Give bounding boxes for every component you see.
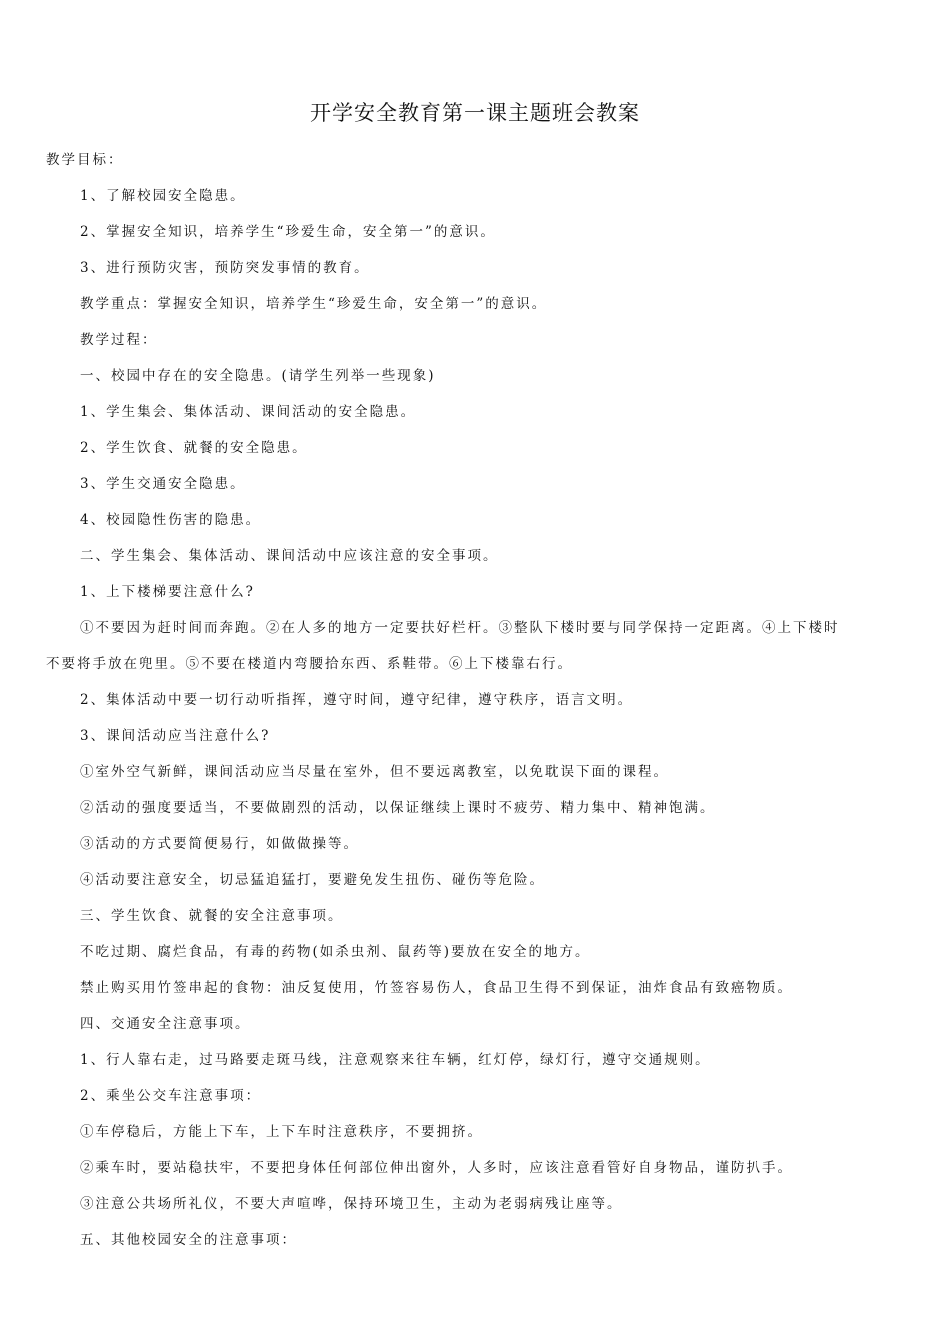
list-item: 1、学生集会、集体活动、课间活动的安全隐患。 [80,404,417,420]
list-item: ②乘车时，要站稳扶牢，不要把身体任何部位伸出窗外，人多时，应该注意看管好自身物品，谨防扒手。 [80,1160,793,1176]
list-item: ④活动要注意安全，切忌猛追猛打，要避免发生扭伤、碰伤等危险。 [80,872,545,888]
key-point-paragraph: 教学重点：掌握安全知识，培养学生“珍爱生命，安全第一”的意识。 [80,296,548,312]
section-heading: 四、交通安全注意事项。 [80,1016,251,1032]
list-item: 2、集体活动中要一切行动听指挥，遵守时间，遵守纪律，遵守秩序，语言文明。 [80,692,634,708]
objective-item: 1、了解校园安全隐患。 [80,188,246,204]
list-item: ③注意公共场所礼仪，不要大声喧哗，保持环境卫生，主动为老弱病残让座等。 [80,1196,623,1212]
section-heading: 一、校园中存在的安全隐患。(请学生列举一些现象) [80,368,436,384]
list-item: ②活动的强度要适当，不要做剧烈的活动，以保证继续上课时不疲劳、精力集中、精神饱满。 [80,800,716,816]
paragraph-line: 不要将手放在兜里。⑤不要在楼道内弯腰拾东西、系鞋带。⑥上下楼靠右行。 [46,656,573,672]
objective-item: 2、掌握安全知识，培养学生“珍爱生命，安全第一”的意识。 [80,224,496,240]
paragraph-line: 禁止购买用竹签串起的食物：油反复使用，竹签容易伤人，食品卫生得不到保证，油炸食品有致癌物质。 [80,980,793,996]
list-item: 2、乘坐公交车注意事项： [80,1088,262,1104]
list-item: ①室外空气新鲜，课间活动应当尽量在室外，但不要远离教室，以免耽误下面的课程。 [80,764,669,780]
objective-item: 3、进行预防灾害，预防突发事情的教育。 [80,260,370,276]
section-heading: 五、其他校园安全的注意事项： [80,1232,297,1248]
list-item: 4、校园隐性伤害的隐患。 [80,512,262,528]
section-heading: 二、学生集会、集体活动、课间活动中应该注意的安全事项。 [80,548,499,564]
list-item: ③活动的方式要简便易行，如做做操等。 [80,836,359,852]
section-heading-objectives: 教学目标： [46,152,124,168]
list-item: 2、学生饮食、就餐的安全隐患。 [80,440,308,456]
paragraph-line: ①不要因为赶时间而奔跑。②在人多的地方一定要扶好栏杆。③整队下楼时要与同学保持一定距离。④上下楼时 [80,620,840,636]
section-heading-process: 教学过程： [80,332,158,348]
list-item: ①车停稳后，方能上下车，上下车时注意秩序，不要拥挤。 [80,1124,483,1140]
list-item: 3、课间活动应当注意什么? [80,728,271,744]
paragraph-line: 不吃过期、腐烂食品，有毒的药物(如杀虫剂、鼠药等)要放在安全的地方。 [80,944,591,960]
document-title: 开学安全教育第一课主题班会教案 [310,101,640,125]
section-heading: 三、学生饮食、就餐的安全注意事项。 [80,908,344,924]
list-item: 1、上下楼梯要注意什么? [80,584,255,600]
list-item: 1、行人靠右走，过马路要走斑马线，注意观察来往车辆，红灯停，绿灯行，遵守交通规则。 [80,1052,711,1068]
list-item: 3、学生交通安全隐患。 [80,476,246,492]
